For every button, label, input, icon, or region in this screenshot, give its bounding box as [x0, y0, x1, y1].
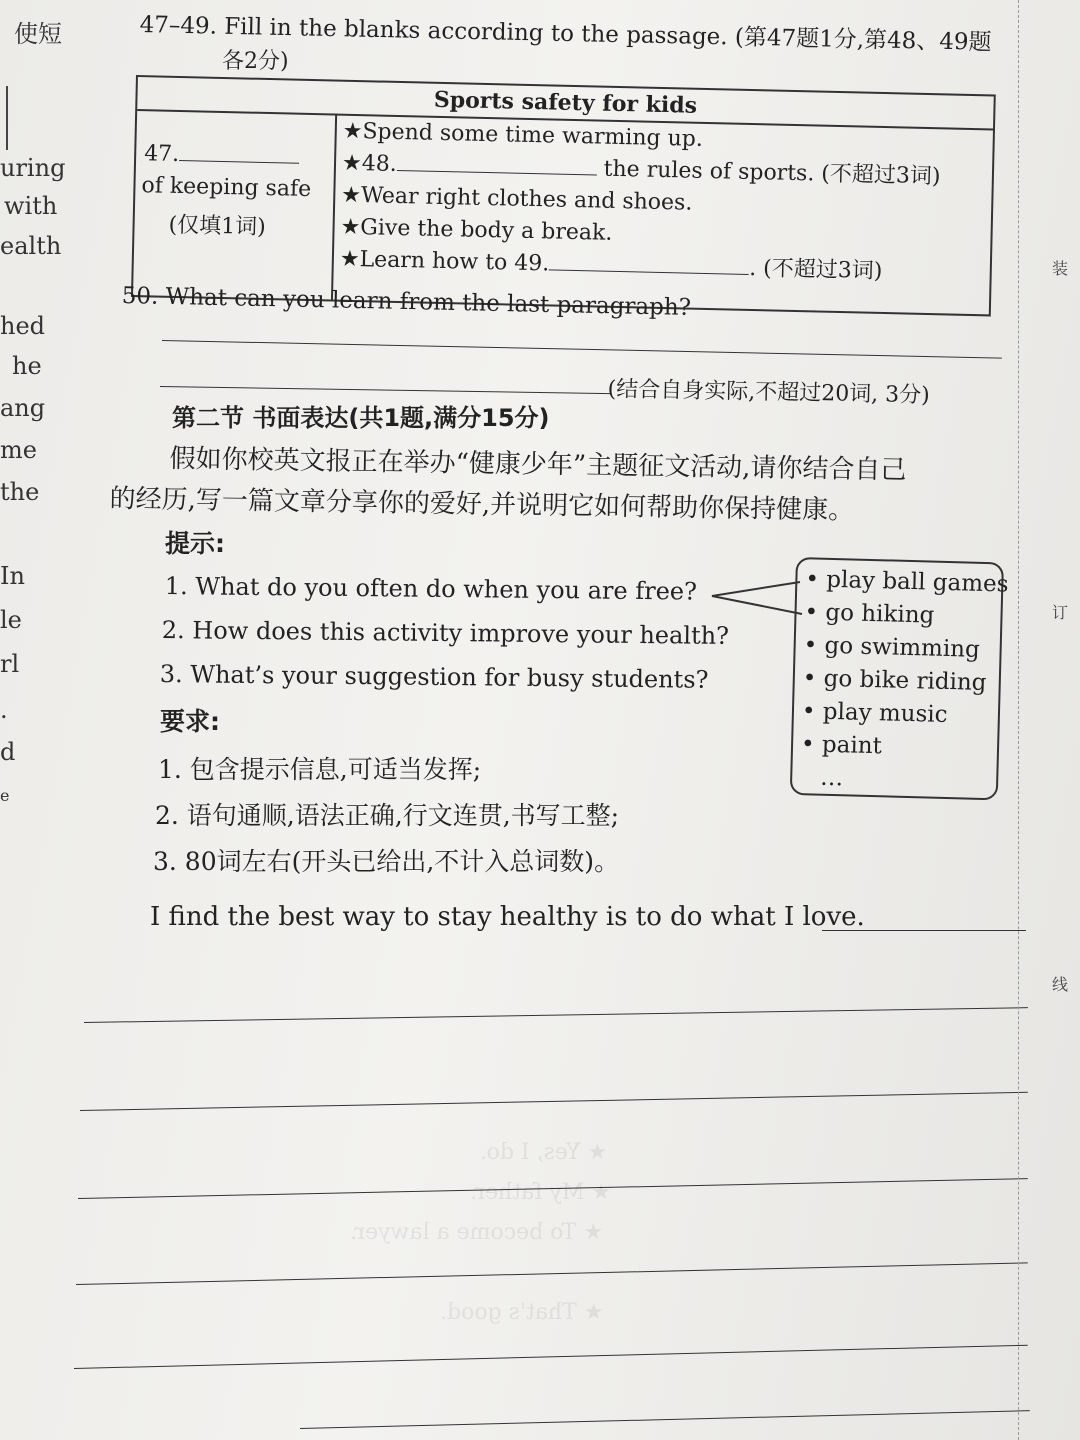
activity-item: • paint — [801, 728, 998, 766]
activity-item: • go hiking — [804, 596, 1001, 634]
writing-prompt: 假如你校英文报正在举办“健康少年”主题征文活动,请你结合自己 — [169, 443, 907, 486]
margin-fragment: ang — [0, 394, 46, 422]
binding-line — [1018, 0, 1019, 1440]
table-left-cell — [133, 109, 337, 299]
writing-line[interactable] — [80, 1092, 1028, 1111]
margin-fragment: rl — [0, 650, 20, 678]
margin-fragment: ealth — [0, 232, 62, 260]
binding-mark: 订 — [1051, 603, 1068, 622]
bleed-through-text: ★ To become a lawyer. — [350, 1220, 604, 1245]
table-title: Sports safety for kids — [137, 77, 994, 130]
question-header: 47–49. Fill in the blanks according to the passage. (第47题1分,第48、49题 — [139, 11, 992, 56]
blank-47[interactable] — [144, 139, 300, 170]
margin-fragment: . — [0, 696, 8, 724]
writing-line[interactable] — [76, 1262, 1028, 1285]
margin-fragment: 使短 — [14, 20, 62, 48]
requirement-item: 1. 包含提示信息,可适当发挥; — [158, 755, 482, 784]
hint-item: 1. What do you often do when you are free? — [164, 572, 698, 606]
rule-text: ★Spend some time warming up. — [342, 118, 704, 152]
left-cell-note: (仅填1词) — [168, 212, 267, 240]
rule-text: ★Give the body a break. — [340, 214, 613, 246]
activity-bubble — [790, 557, 1009, 800]
binding-mark: 装 — [1051, 259, 1068, 278]
hint-item: 2. How does this activity improve your health? — [161, 616, 730, 650]
question-50-note: (结合自身实际,不超过20词, 3分) — [607, 376, 930, 409]
blank-48-line[interactable] — [397, 152, 597, 176]
bleed-through-text: ★ My father. — [470, 1180, 612, 1205]
margin-fragment: e — [0, 786, 10, 805]
margin-fragment: d — [0, 738, 16, 766]
activity-item: • play ball games — [805, 563, 1002, 601]
margin-fragment: le — [0, 606, 22, 634]
rule-text: ★Learn how to 49. — [339, 246, 550, 277]
margin-fragment: he — [12, 352, 42, 380]
rule-text: . (不超过3词) — [748, 255, 883, 284]
bleed-through-text: ★ Yes, I do. — [480, 1140, 608, 1165]
margin-fragment: with — [4, 192, 58, 220]
section-title: 第二节 书面表达(共1题,满分15分) — [172, 404, 550, 432]
margin-fragment: uring — [0, 154, 66, 182]
activity-item: • play music — [802, 695, 999, 733]
activity-list — [792, 559, 1009, 799]
blank-47-line[interactable] — [179, 140, 299, 164]
answer-line-50[interactable] — [162, 340, 1002, 359]
activity-item: • go swimming — [803, 629, 1000, 667]
question-50: 50. What can you learn from the last paragraph? — [121, 283, 692, 321]
rule-text: ★48. — [341, 150, 398, 177]
activity-item: … — [819, 764, 844, 792]
bleed-through-text: ★ That's good. — [440, 1300, 604, 1325]
blank-47-number: 47. — [143, 141, 180, 167]
hint-item: 3. What’s your suggestion for busy students? — [159, 660, 709, 694]
requirement-item: 2. 语句通顺,语法正确,行文连贯,书写工整; — [155, 801, 620, 830]
writing-line[interactable] — [74, 1345, 1028, 1369]
writing-prompt: 的经历,写一篇文章分享你的爱好,并说明它如何帮助你保持健康。 — [109, 483, 855, 526]
margin-fragment: me — [0, 436, 37, 464]
essay-starter: I find the best way to stay healthy is to do what I love. — [150, 902, 865, 932]
safety-rules-list — [339, 116, 941, 290]
sports-safety-table — [131, 75, 996, 316]
question-header-score: 各2分) — [222, 49, 289, 74]
writing-line[interactable] — [822, 930, 1026, 931]
left-cell-text: of keeping safe — [141, 173, 312, 202]
rule-text: the rules of sports. (不超过3词) — [603, 156, 941, 190]
writing-line[interactable] — [84, 1007, 1028, 1023]
margin-fragment: the — [0, 478, 40, 506]
answer-line-50[interactable] — [160, 386, 610, 394]
margin-bracket — [0, 86, 8, 150]
writing-line[interactable] — [300, 1410, 1030, 1429]
rule-text: ★Wear right clothes and shoes. — [341, 182, 693, 216]
requirement-item: 3. 80词左右(开头已给出,不计入总词数)。 — [153, 847, 620, 876]
binding-mark: 线 — [1051, 975, 1068, 994]
margin-fragment: hed — [0, 312, 46, 340]
margin-fragment: In — [0, 562, 25, 590]
requirements-label: 要求: — [160, 707, 220, 736]
blank-49-line[interactable] — [549, 251, 749, 275]
activity-item: • go bike riding — [802, 662, 999, 700]
hints-label: 提示: — [165, 529, 225, 558]
